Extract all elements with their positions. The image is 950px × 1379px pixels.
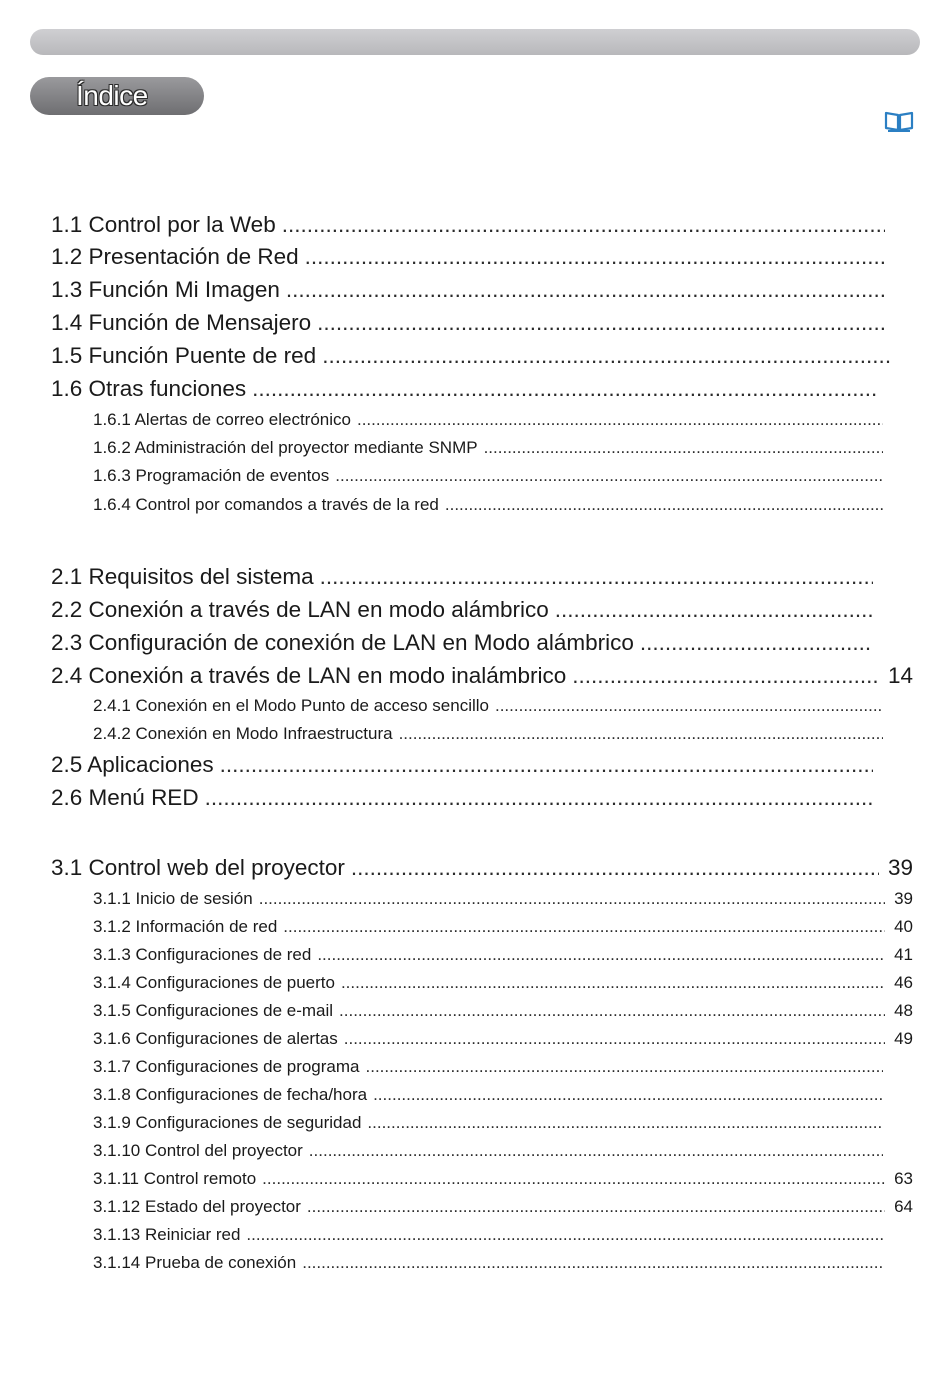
- leader-dots: [246, 1223, 883, 1247]
- toc-subentry[interactable]: [93, 1027, 913, 1051]
- toc-entry-label: 3.1.9 Configuraciones de seguridad: [93, 1113, 362, 1132]
- toc-subentry[interactable]: [93, 1083, 887, 1107]
- leader-dots: [305, 242, 885, 272]
- toc-entry-label: 3.1.11 Control remoto: [93, 1169, 257, 1188]
- toc-entry-label: 2.4.1 Conexión en el Modo Punto de acceso sencillo: [93, 696, 489, 715]
- toc-entry-label: 3.1.13 Reiniciar red: [93, 1225, 241, 1244]
- toc-entry-label: 2.1 Requisitos del sistema: [51, 564, 314, 589]
- toc-subentry[interactable]: [93, 436, 887, 460]
- toc-entry-label: 1.6 Otras funciones: [51, 376, 247, 401]
- leader-dots: [317, 308, 885, 338]
- toc-entry-page: 63: [894, 1169, 913, 1188]
- toc-entry-page: 39: [894, 889, 913, 908]
- leader-dots: [640, 628, 873, 658]
- toc-entry-label: 2.2 Conexión a través de LAN en modo alámbrico: [51, 597, 549, 622]
- toc-subentry[interactable]: [93, 1195, 913, 1219]
- toc-entry-label: 3.1.6 Configuraciones de alertas: [93, 1029, 338, 1048]
- leader-dots: [259, 887, 885, 911]
- page-title: Índice: [76, 80, 148, 111]
- leader-dots: [320, 562, 873, 592]
- toc-subentry[interactable]: [93, 1111, 887, 1135]
- leader-dots: [367, 1111, 883, 1135]
- toc-subentry[interactable]: [93, 887, 913, 911]
- toc-entry-label: 1.5 Función Puente de red: [51, 343, 317, 368]
- leader-dots: [302, 1251, 883, 1275]
- toc-entry[interactable]: [51, 374, 883, 404]
- leader-dots: [339, 999, 885, 1023]
- toc-entry[interactable]: [51, 242, 889, 272]
- toc-entry-label: 3.1.10 Control del proyector: [93, 1141, 303, 1160]
- toc-subentry[interactable]: [93, 1139, 887, 1163]
- toc-entry[interactable]: [51, 595, 877, 625]
- leader-dots: [205, 783, 873, 813]
- toc-entry-page: 49: [894, 1029, 913, 1048]
- leader-dots: [555, 595, 873, 625]
- toc-entry-label: 2.3 Configuración de conexión de LAN en Modo alámbrico: [51, 630, 634, 655]
- toc-entry-label: 2.6 Menú RED: [51, 785, 199, 810]
- toc-entry-label: 3.1.3 Configuraciones de red: [93, 945, 312, 964]
- toc-subentry[interactable]: [93, 1167, 913, 1191]
- toc-entry-page: 39: [887, 855, 913, 880]
- toc-entry-label: 2.5 Aplicaciones: [51, 752, 214, 777]
- toc-entry-label: 3.1.8 Configuraciones de fecha/hora: [93, 1085, 368, 1104]
- leader-dots: [357, 408, 883, 432]
- toc-subentry[interactable]: [93, 1223, 887, 1247]
- toc-entry-label: 3.1.1 Inicio de sesión: [93, 889, 253, 908]
- leader-dots: [262, 1167, 885, 1191]
- toc-subentry[interactable]: [93, 464, 887, 488]
- toc-entry-label: 3.1.14 Prueba de conexión: [93, 1253, 297, 1272]
- leader-dots: [572, 661, 879, 691]
- toc-entry-label: 3.1.2 Información de red: [93, 917, 278, 936]
- toc-entry-label: 1.6.4 Control por comandos a través de la red: [93, 495, 439, 514]
- leader-dots: [335, 464, 883, 488]
- toc-entry-label: 1.4 Función de Mensajero: [51, 310, 312, 335]
- toc-subentry[interactable]: [93, 722, 887, 746]
- title-badge: [30, 77, 204, 115]
- header-bar: [30, 29, 920, 55]
- toc-entry[interactable]: [51, 853, 913, 883]
- leader-dots: [445, 493, 883, 517]
- leader-dots: [252, 374, 879, 404]
- leader-dots: [399, 722, 883, 746]
- leader-dots: [317, 943, 885, 967]
- toc-entry-page: 64: [894, 1197, 913, 1216]
- leader-dots: [344, 1027, 885, 1051]
- toc-subentry[interactable]: [93, 943, 913, 967]
- leader-dots: [282, 210, 885, 240]
- leader-dots: [322, 341, 893, 371]
- toc-entry-label: 3.1.4 Configuraciones de puerto: [93, 973, 335, 992]
- leader-dots: [341, 971, 885, 995]
- toc-entry-label: 1.6.1 Alertas de correo electrónico: [93, 410, 351, 429]
- leader-dots: [366, 1055, 884, 1079]
- toc-entry[interactable]: [51, 661, 913, 691]
- toc-entry[interactable]: [51, 783, 877, 813]
- toc-entry-label: 1.1 Control por la Web: [51, 212, 276, 237]
- toc-subentry[interactable]: [93, 408, 887, 432]
- toc-entry[interactable]: [51, 562, 877, 592]
- toc-subentry[interactable]: [93, 915, 913, 939]
- toc-entry[interactable]: [51, 341, 897, 371]
- toc-entry[interactable]: [51, 750, 877, 780]
- toc-entry-page: 41: [894, 945, 913, 964]
- toc-entry-label: 3.1.12 Estado del proyector: [93, 1197, 301, 1216]
- toc-entry-page: 40: [894, 917, 913, 936]
- leader-dots: [351, 853, 879, 883]
- toc-entry-label: 1.3 Función Mi Imagen: [51, 277, 280, 302]
- toc-subentry[interactable]: [93, 694, 887, 718]
- toc-subentry[interactable]: [93, 1251, 887, 1275]
- leader-dots: [309, 1139, 883, 1163]
- toc-entry-label: 3.1.5 Configuraciones de e-mail: [93, 1001, 334, 1020]
- leader-dots: [484, 436, 883, 460]
- toc-entry[interactable]: [51, 210, 889, 240]
- toc-entry[interactable]: [51, 275, 889, 305]
- book-icon[interactable]: [884, 110, 914, 132]
- toc-entry-page: 14: [887, 663, 913, 688]
- toc-entry-label: 3.1 Control web del proyector: [51, 855, 345, 880]
- leader-dots: [286, 275, 885, 305]
- toc-entry-label: 1.6.3 Programación de eventos: [93, 466, 330, 485]
- leader-dots: [307, 1195, 885, 1219]
- toc-entry-label: 2.4.2 Conexión en Modo Infraestructura: [93, 724, 393, 743]
- toc-entry-label: 2.4 Conexión a través de LAN en modo inalámbrico: [51, 663, 567, 688]
- toc-entry-label: 3.1.7 Configuraciones de programa: [93, 1057, 360, 1076]
- toc-subentry[interactable]: [93, 999, 913, 1023]
- leader-dots: [495, 694, 883, 718]
- toc-entry-label: 1.6.2 Administración del proyector mediante SNMP: [93, 438, 478, 457]
- toc-entry[interactable]: [51, 308, 889, 338]
- leader-dots: [373, 1083, 883, 1107]
- toc-subentry[interactable]: [93, 971, 913, 995]
- toc-subentry[interactable]: [93, 493, 887, 517]
- toc-subentry[interactable]: [93, 1055, 887, 1079]
- toc-entry-page: 46: [894, 973, 913, 992]
- leader-dots: [220, 750, 873, 780]
- leader-dots: [283, 915, 885, 939]
- toc-entry-page: 48: [894, 1001, 913, 1020]
- toc-entry-label: 1.2 Presentación de Red: [51, 244, 299, 269]
- toc-entry[interactable]: [51, 628, 877, 658]
